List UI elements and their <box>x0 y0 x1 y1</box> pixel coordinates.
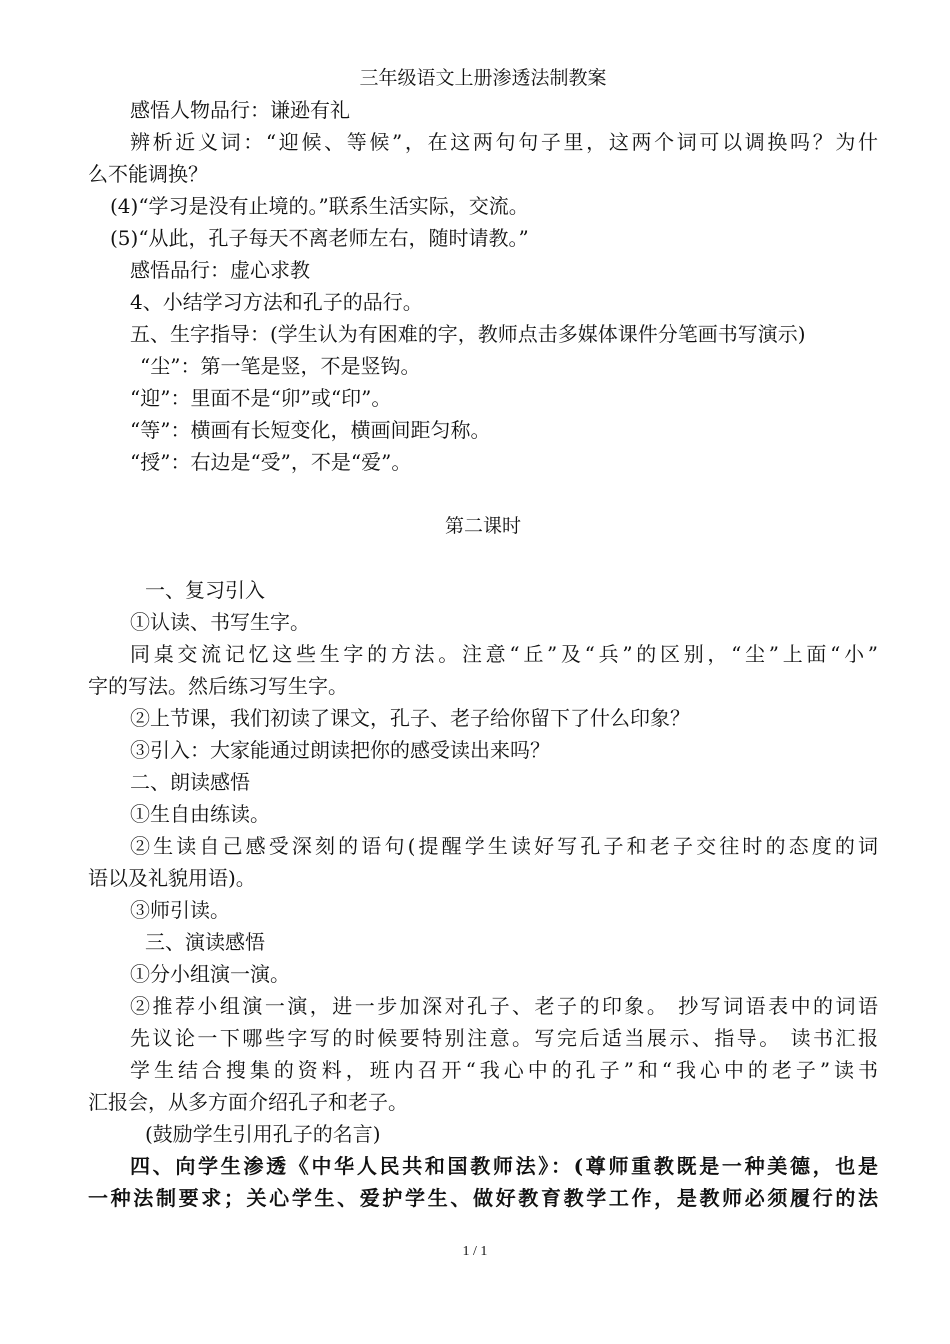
paragraph-line: 4、小结学习方法和孔子的品行。 <box>130 290 423 314</box>
paragraph-line: (5)“从此，孔子每天不离老师左右，随时请教。” <box>110 226 529 250</box>
paragraph-line: ②推荐小组演一演，进一步加深对孔子、老子的印象。 抄写词语表中的词语 <box>130 994 878 1018</box>
page-footer: 1 / 1 <box>462 1244 488 1259</box>
paragraph-line: ①分小组演一演。 <box>130 962 290 986</box>
paragraph-line: 先议论一下哪些字写的时候要特别注意。写完后适当展示、指导。 读书汇报 <box>130 1026 878 1050</box>
paragraph-line: 学生结合搜集的资料，班内召开“我心中的孔子”和“我心中的老子”读书 <box>130 1058 878 1082</box>
paragraph-line: ②生读自己感受深刻的语句(提醒学生读好写孔子和老子交往时的态度的词 <box>130 834 878 858</box>
bold-paragraph-line: 四、向学生渗透《中华人民共和国教师法》：(尊师重教既是一种美德，也是 <box>130 1154 878 1178</box>
section-title: 第二课时 <box>444 515 521 537</box>
paragraph-line: 同桌交流记忆这些生字的方法。注意“丘”及“兵”的区别，“尘”上面“小” <box>130 642 878 666</box>
paragraph-line: ③师引读。 <box>130 898 230 922</box>
paragraph-line: 一、复习引入 <box>145 578 265 602</box>
paragraph-line: 感悟人物品行：谦逊有礼 <box>130 98 350 122</box>
paragraph-line: 语以及礼貌用语)。 <box>88 866 256 890</box>
paragraph-line: 二、朗读感悟 <box>130 770 250 794</box>
paragraph-line: ③引入：大家能通过朗读把你的感受读出来吗？ <box>130 738 550 762</box>
paragraph-line: 字的写法。然后练习写生字。 <box>88 674 348 698</box>
paragraph-line: 汇报会，从多方面介绍孔子和老子。 <box>88 1090 408 1114</box>
paragraph-line: ②上节课，我们初读了课文，孔子、老子给你留下了什么印象？ <box>130 706 690 730</box>
paragraph-line: “等”：横画有长短变化，横画间距匀称。 <box>130 418 491 442</box>
paragraph-line: 五、生字指导：(学生认为有困难的字，教师点击多媒体课件分笔画书写演示) <box>130 322 806 346</box>
page-header: 三年级语文上册渗透法制教案 <box>359 67 607 89</box>
paragraph-line: “迎”：里面不是“卯”或“印”。 <box>130 386 392 410</box>
paragraph-line: ①生自由练读。 <box>130 802 270 826</box>
bold-paragraph-line: 一种法制要求；关心学生、爱护学生、做好教育教学工作，是教师必须履行的法 <box>88 1186 878 1210</box>
paragraph-line: ①认读、书写生字。 <box>130 610 310 634</box>
paragraph-line: (4)“学习是没有止境的。”联系生活实际，交流。 <box>110 194 529 218</box>
paragraph-line: 么不能调换？ <box>88 162 208 186</box>
paragraph-line: 三、演读感悟 <box>145 930 265 954</box>
paragraph-line: “尘”：第一笔是竖，不是竖钩。 <box>140 354 421 378</box>
paragraph-line: (鼓励学生引用孔子的名言) <box>145 1122 381 1146</box>
paragraph-line: 感悟品行：虚心求教 <box>130 258 310 282</box>
paragraph-line: 辨析近义词：“迎候、等候”，在这两句句子里，这两个词可以调换吗？为什 <box>130 130 878 154</box>
paragraph-line: “授”：右边是“受”，不是“爱”。 <box>130 450 412 474</box>
document-page <box>88 62 878 1214</box>
